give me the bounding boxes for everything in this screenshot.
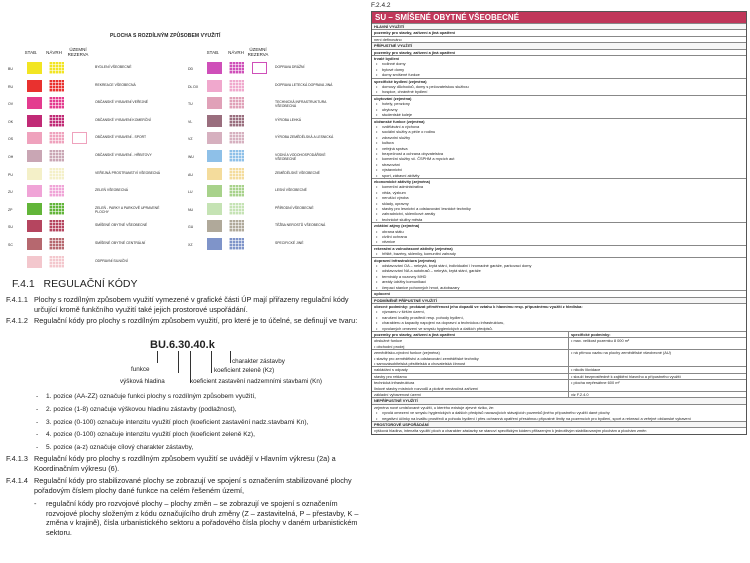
legend-label: OBČANSKÉ VYBAVENÍ KOMERČNÍ: [95, 117, 151, 122]
legend-code: OH: [8, 155, 14, 159]
table-row: • stravování: [372, 162, 746, 167]
table-row-two-col: [372, 331, 746, 337]
legend-item: [188, 80, 368, 94]
table-row-two-col: [372, 379, 746, 391]
legend-item: [8, 115, 188, 129]
connector-line: [211, 351, 212, 373]
legend-swatch-stab: [27, 132, 42, 144]
legend-label: ZELEŇ VŠEOBECNÁ: [95, 188, 128, 193]
legend-swatch-stab: [207, 185, 222, 197]
bullet-dash: -: [34, 499, 37, 508]
table-cell-condition: základní vybavenost území: [372, 392, 569, 397]
legend-swatch-stab: [27, 62, 42, 74]
legend-swatch-navrh: [49, 203, 64, 215]
table-row: • negativní účinky na kvalitu prostředí a pohodu bydlení i přes ochranná opatření přesáhnou přípustné limity na pozemcích pro bydlení, sport a rekreaci a veřejné občanské vybavení: [372, 416, 746, 421]
legend-label: DOPRAVA LETECKÁ DOPRAVA JINÁ: [275, 82, 333, 87]
connector-line: [157, 351, 158, 363]
connector-line: [230, 351, 231, 363]
legend-code: OK: [8, 119, 14, 124]
legend-swatch-stab: [27, 115, 42, 127]
legend-item: [8, 80, 188, 94]
table-row: HLAVNÍ VYUŽITÍ: [372, 23, 746, 29]
legend-swatch-navrh: [49, 132, 64, 144]
legend-swatch-navrh: [229, 203, 244, 215]
legend-header-rezerva: ÚZEMNÍ REZERVA: [67, 47, 89, 57]
table-row: • výstavnictví: [372, 167, 746, 172]
regulation-table: [371, 11, 747, 435]
table-row: • technické služby města: [372, 217, 746, 222]
table-row: dopravní infrastruktura (zejména): [372, 257, 746, 263]
legend-code: PU: [8, 172, 13, 177]
legend-header-rezerva-2: ÚZEMNÍ REZERVA: [247, 47, 269, 57]
legend-item: [8, 203, 188, 217]
table-row: • sport, zábavní aktivity: [372, 173, 746, 178]
table-row-two-col: [372, 391, 746, 397]
table-row: • studentské koleje: [372, 112, 746, 117]
legend-swatch-navrh: [229, 97, 244, 109]
table-cell-condition: technická infrastruktura liniové stavby místních rozvodů a plošně nenáročná zařízení: [372, 380, 569, 391]
table-row: • nerušící výroba: [372, 195, 746, 200]
legend-label: ZELEŇ - PARKY A PARKOVĚ UPRAVENÉ PLOCHY: [95, 205, 160, 214]
legend-item: [188, 150, 368, 164]
legend-item: [8, 256, 188, 270]
label-kz: koeficient zeleně (Kz): [214, 367, 275, 374]
table-cell-specific: • nikoliv likvidace: [571, 367, 601, 373]
table-cell-specific: viz F.2.4.0: [571, 392, 589, 397]
connector-line: [178, 351, 179, 373]
legend-code: BU: [8, 67, 13, 71]
legend-swatch-stab: [27, 150, 42, 162]
legend-swatch-stab: [27, 256, 42, 268]
legend-swatch-navrh: [229, 168, 244, 180]
paragraph-1: [6, 295, 368, 315]
rows-bottom: [372, 397, 746, 433]
legend-item: [188, 97, 368, 111]
table-row: • domovy důchodců, domy s pečovatelskou službou: [372, 84, 746, 89]
legend-item: [188, 62, 368, 76]
paragraph-text: Regulační kódy pro plochy s rozdílným způsobem využití, pro které je to účelné, se definují ve tvaru:: [34, 316, 358, 325]
legend-swatch-rezerva: [72, 132, 87, 144]
legend-item: [188, 132, 368, 146]
legend-code: OS: [8, 137, 14, 142]
legend-item: [8, 220, 188, 234]
table-cell-condition: nakládání s odpady: [372, 367, 569, 372]
table-cell-condition: pozemky pro stavby, zařízení a jiná opatření: [372, 332, 569, 337]
legend-swatch-navrh: [229, 185, 244, 197]
legend-label: REKREACE VŠEOBECNÁ: [95, 82, 136, 87]
table-row: • zahradnictví, skleníkové areály: [372, 211, 746, 216]
legend-item: [8, 238, 188, 252]
legend-swatch-navrh: [49, 97, 64, 109]
legend-swatch-stab: [27, 185, 42, 197]
section-number: F.4.1: [12, 278, 35, 290]
position-item: [36, 406, 356, 414]
legend-label: VÝROBA LEHKÁ: [275, 117, 302, 122]
position-text: 5. pozice (a-z) označuje cílový charakter zástavby,: [46, 444, 194, 452]
legend-item: [188, 203, 368, 217]
legend-label: PŘÍRODNÍ VŠEOBECNÉ: [275, 205, 314, 210]
table-row: • stavby pro lesnictví a odstavování lesnické techniky: [372, 206, 746, 211]
legend-item: [188, 168, 368, 182]
legend-item: [8, 150, 188, 164]
legend-label: OBČANSKÉ VYBAVENÍ - HŘBITOVY: [95, 153, 152, 157]
left-page: [0, 0, 368, 563]
table-row: zejména nové umisťované využití, u kterého existuje zjevné riziko, že:: [372, 404, 746, 410]
table-cell-specific: • ná přímou vazbu na plochy zemědělské všeobecné (AU): [571, 350, 671, 356]
legend-item: [8, 62, 188, 76]
legend-code: NU: [188, 207, 194, 212]
paragraph-number: F.4.1.2: [6, 316, 28, 325]
table-row: • hřiště, bazény, skleníky, komunitní zahrady: [372, 251, 746, 256]
table-row: • hotely, penziony: [372, 101, 746, 106]
legend-item: [188, 185, 368, 199]
subsection-number: F.2.4.2: [371, 2, 391, 9]
legend-label: BYDLENÍ VŠEOBECNÉ: [95, 65, 132, 69]
legend-swatch-navrh: [49, 150, 64, 162]
bullet-dash: -: [36, 431, 41, 439]
label-height: výšková hladina: [120, 378, 165, 385]
paragraph-text: regulační kódy pro rozvojové plochy – plochy změn – se zobrazují ve spojení s označením rozvojové plochy složeným z kódu označujícího druh změny (Z – zastavitelná, P – přestavby, K – změna v krajině), čísla urbanistického sektoru a pořadového čísla plochy v daném urbanistickém sektoru.: [46, 499, 359, 537]
label-character: charakter zástavby: [232, 358, 285, 365]
legend-code: VZ: [188, 137, 193, 142]
legend-swatch-navrh: [49, 62, 64, 74]
legend-swatch-navrh: [229, 62, 244, 74]
legend-swatch-stab: [27, 80, 42, 92]
table-row: pozemky pro stavby, zařízení a jiná opatření: [372, 49, 746, 55]
legend-swatch-navrh: [229, 238, 244, 250]
position-item: [36, 393, 356, 401]
legend-header-stab: STAB.: [24, 50, 38, 55]
table-cell-condition: zemědělsko-výrobní funkce (zejména) • stavby pro zemědělství a odstavování zemědělské techniky • samozásobitelská pěstitelská a chovatelská činnost: [372, 350, 569, 366]
table-row: • věznice: [372, 239, 746, 244]
legend-code: TU: [188, 102, 193, 107]
legend-item: [8, 97, 188, 111]
table-row: • kultura: [372, 140, 746, 145]
position-text: 3. pozice (0-100) označuje intenzitu využití ploch (koeficient zastavění nadz.stavbami Kn),: [46, 418, 309, 426]
legend-label: OBČANSKÉ VYBAVENÍ - SPORT: [95, 135, 147, 140]
legend-label: LESNÍ VŠEOBECNÉ: [275, 188, 307, 193]
paragraph-4: [6, 476, 368, 496]
legend-swatch-navrh: [49, 238, 64, 250]
legend-code: LU: [188, 190, 193, 195]
table-row: • charakteru a kapacity napojení na dopravní a technickou infrastrukturu,: [372, 320, 746, 325]
table-row: • ubytovny: [372, 107, 746, 112]
legend-label: VEŘEJNÁ PROSTRANSTVÍ VŠEOBECNÁ: [95, 170, 161, 175]
table-row: ubytování (zejména): [372, 95, 746, 101]
rows-two-columns: [372, 331, 746, 397]
table-row: • sklady, opravny: [372, 201, 746, 206]
table-row: • areály údržby komunikací: [372, 279, 746, 284]
table-row: • odstavování OA – nekrytá, krytá stání, individuální i hromadné garáže, parkovací domy: [372, 263, 746, 268]
table-cell-specific: • slouží bezprostředně k zajištění hlavního a přípustného využití: [571, 373, 681, 379]
legend-swatch-stab: [27, 220, 42, 232]
position-item: [36, 419, 356, 427]
paragraph-text: Regulační kódy pro plochy s rozdílným způsobem využití se uvádějí v Hlavním výkresu (2a) a Koordinačním výkresu (6).: [34, 454, 336, 473]
table-row: NEPŘÍPUSTNÉ VYUŽITÍ: [372, 397, 746, 403]
table-row: • domy smíšené funkce: [372, 72, 746, 77]
regulatory-code-example: BU.6.30.40.k: [150, 339, 215, 351]
legend-swatch-stab: [207, 150, 222, 162]
legend-swatch-navrh: [49, 168, 64, 180]
table-row: zvláštní zájmy (zejména): [372, 222, 746, 228]
paragraph-number: F.4.1.4: [6, 476, 28, 485]
legend-swatch-stab: [207, 115, 222, 127]
table-row: není definováno: [372, 36, 746, 42]
position-text: 2. pozice (1-8) označuje výškovou hladinu zástavby (podlažnost),: [46, 405, 237, 413]
table-row: rekreační a volnočasové aktivity (zejména): [372, 245, 746, 251]
table-row-two-col: [372, 366, 746, 372]
legend-label: OBČANSKÉ VYBAVENÍ VEŘEJNÉ: [95, 100, 149, 105]
table-row-two-col: [372, 337, 746, 349]
legend-code: WU: [188, 155, 194, 159]
legend-label: ZEMĚDĚLSKÉ VŠEOBECNÉ: [275, 170, 320, 175]
legend-label: SMÍŠENÉ OBYTNÉ VŠEOBECNÉ: [95, 223, 148, 228]
legend-label: ODPRAVNÍ SILNIČNÍ: [95, 258, 128, 263]
legend-swatch-stab: [207, 203, 222, 215]
legend-label: DOPRAVA DRÁŽNÍ: [275, 65, 305, 69]
legend-swatch-navrh: [229, 132, 244, 144]
legend-swatch-navrh: [49, 80, 64, 92]
legend-header-stab-2: STAB.: [206, 50, 220, 55]
paragraph-text: Plochy s rozdílným způsobem využití vymezené v grafické části ÚP mají přiřazeny regulační kódy určující kromě funkčního využití také jejich prostorové uspořádání.: [34, 295, 349, 314]
legend-swatch-stab: [207, 132, 222, 144]
legend-item: [188, 115, 368, 129]
legend-label: SMÍŠENÉ OBYTNÉ CENTRÁLNÍ: [95, 241, 146, 245]
legend-code: RU: [8, 84, 14, 89]
legend-label: VÝROBA ZEMĚDĚLSKÁ A LESNICKÁ: [275, 135, 334, 140]
table-row: výšková hladina, intenzita využití ploch a charakter zástavby se stanoví specifickým kódem přiřazeným k jednotlivým stabilizovaným plochám a plochám změn: [372, 427, 746, 433]
legend-code: OV: [8, 102, 14, 107]
table-cell-specific: • max. velikost pozemku 8 000 m²: [571, 338, 630, 344]
legend-swatch-stab: [27, 203, 42, 215]
section-heading: [12, 278, 137, 290]
legend-swatch-stab: [207, 238, 222, 250]
legend-swatch-navrh: [49, 185, 64, 197]
legend-code: ZU: [8, 190, 13, 195]
legend-swatch-stab: [207, 97, 222, 109]
legend-code: SU: [8, 225, 13, 230]
bullet-dash: -: [36, 393, 41, 400]
legend-item: [8, 168, 188, 182]
table-row: • narušení kvality prostředí resp. pohody bydlení,: [372, 315, 746, 320]
legend-label: SPECIFICKÉ JINÉ: [275, 241, 304, 245]
legend-item: [188, 238, 368, 252]
legend-swatch-navrh: [229, 115, 244, 127]
bullet-dash: -: [36, 405, 41, 413]
table-row: • veřejná správa: [372, 146, 746, 151]
table-row: • významu v širším území,: [372, 309, 746, 314]
legend-swatch-navrh: [229, 150, 244, 162]
right-page: [368, 0, 750, 563]
bullet-dash: -: [36, 444, 41, 452]
legend-swatch-stab: [27, 238, 42, 250]
legend-header-navrh-2: NÁVRH: [228, 50, 244, 55]
legend-code: AU: [188, 172, 193, 177]
legend-swatch-navrh: [49, 220, 64, 232]
table-row: trvalé bydlení: [372, 55, 746, 61]
position-item: [36, 444, 356, 452]
rows-top: [372, 23, 746, 331]
table-cell-condition: stavby pro reklamu: [372, 374, 569, 379]
table-row-two-col: [372, 349, 746, 366]
bullet-dash: -: [36, 418, 41, 426]
table-row: občanské funkce (zejména): [372, 118, 746, 124]
table-cell-specific: specifické podmínky:: [571, 331, 611, 337]
legend-code: GU: [188, 225, 194, 230]
legend-code: VL: [188, 119, 193, 124]
legend-header-navrh: NÁVRH: [46, 50, 62, 55]
legend-code: DL DX: [188, 84, 199, 89]
table-banner: SU – SMÍŠENÉ OBYTNÉ VŠEOBECNÉ: [372, 12, 746, 23]
paragraph-5: [6, 499, 368, 539]
legend-swatch-stab: [207, 62, 222, 74]
table-row: • civilní ochrana: [372, 234, 746, 239]
table-row: PODMÍNĚNĚ PŘÍPUSTNÉ VYUŽITÍ: [372, 297, 746, 303]
table-row: • komerční služby vč. ČSPHM a mycích aut: [372, 156, 746, 161]
table-row: • bytové domy: [372, 67, 746, 72]
table-row: • zdravotní služby: [372, 135, 746, 140]
table-cell-condition: obslužné funkce • obchodní prodej: [372, 338, 569, 349]
table-row: • komerční administrativa: [372, 184, 746, 189]
legend-swatch-navrh: [229, 220, 244, 232]
legend-swatch-stab: [207, 80, 222, 92]
paragraph-number: F.4.1.1: [6, 295, 28, 304]
table-row-two-col: [372, 373, 746, 379]
table-row: obecné podmínky: prokázat přiměřenost jeho dopadů ve vztahu k hlavnímu resp. přípustnému využití z hlediska:: [372, 303, 746, 309]
paragraph-number: F.4.1.3: [6, 454, 28, 463]
legend-title: PLOCHA S ROZDÍLNÝM ZPŮSOBEM VYUŽITÍ: [110, 33, 221, 39]
legend-label: TĚŽBA NEROSTŮ VŠEOBECNÁ: [275, 223, 326, 228]
table-row: • sociální služby a péče o rodinu: [372, 129, 746, 134]
legend-code: DD: [188, 67, 194, 71]
legend-swatch-stab: [27, 168, 42, 180]
legend-swatch-navrh: [229, 80, 244, 92]
legend-swatch-stab: [27, 97, 42, 109]
legend-item: [8, 132, 188, 146]
table-row: ekonomické aktivity (zejména): [372, 178, 746, 184]
table-row: • věda, výzkum: [372, 190, 746, 195]
table-row: • čerpací stanice pohonných hmot, autobazary: [372, 285, 746, 290]
paragraph-text: Regulační kódy pro stabilizované plochy se zobrazují ve spojení s označením stabilizované plochy pořadovým číslem plochy dané funkce na celém řešeném území,: [34, 476, 352, 495]
legend-swatch-navrh: [49, 115, 64, 127]
legend-item: [188, 220, 368, 234]
table-cell-specific: • plocha nepřesáhne 600 m²: [571, 380, 620, 386]
position-text: 1. pozice (AA-ZZ) označuje funkci plochy s rozdílným způsobem využití,: [46, 393, 257, 400]
legend-swatch-rezerva: [252, 62, 267, 74]
paragraph-2: [6, 316, 368, 328]
table-row: • vzdělávání a výchova: [372, 124, 746, 129]
table-row: • obrana státu: [372, 229, 746, 234]
table-row: PROSTOROVÉ USPOŘÁDÁNÍ: [372, 421, 746, 427]
table-row: • rodinné domy: [372, 61, 746, 66]
legend-item: [8, 185, 188, 199]
table-row: • vyvolaných omezení ve smyslu hygienických a dalších předpisů.: [372, 326, 746, 331]
table-row: oplocení: [372, 290, 746, 296]
table-row: • vyvolá omezení ve smyslu hygienických a dalších předpisů navazujících stávajících pozemků jiného přípustného využití dané plochy: [372, 410, 746, 415]
legend-code: ZP: [8, 207, 13, 212]
legend-swatch-stab: [207, 220, 222, 232]
table-row: • hospice, chráněné bydlení: [372, 89, 746, 94]
position-item: [36, 431, 356, 439]
table-row: PŘÍPUSTNÉ VYUŽITÍ: [372, 42, 746, 48]
legend-label: TECHNICKÁ INFRASTRUKTURA VŠEOBECNÁ: [275, 100, 327, 109]
label-function: funkce: [131, 366, 150, 373]
table-row: specifické bydlení (zejména): [372, 78, 746, 84]
table-row: pozemky pro stavby, zařízení a jiná opatření: [372, 29, 746, 35]
legend-label: VODNÍ A VODOHOSPODÁŘSKÉ VŠEOBECNÉ: [275, 153, 326, 161]
legend-swatch-navrh: [49, 256, 64, 268]
legend-swatch-stab: [207, 168, 222, 180]
table-row: • terminály a vozovny MHD: [372, 274, 746, 279]
paragraph-3: [6, 454, 368, 474]
label-kn: koeficient zastavění nadzemními stavbami (Kn): [190, 378, 322, 385]
table-row: • odstavování NA a autobusů – nekrytá, krytá stání, garáže: [372, 268, 746, 273]
table-row: • bezpečnost a ochrana obyvatelstva: [372, 151, 746, 156]
legend-code: XZ: [188, 243, 193, 247]
position-text: 4. pozice (0-100) označuje intenzitu využití ploch (koeficient zeleně Kz),: [46, 431, 255, 439]
legend-code: SC: [8, 243, 13, 247]
section-title: REGULAČNÍ KÓDY: [43, 278, 138, 290]
